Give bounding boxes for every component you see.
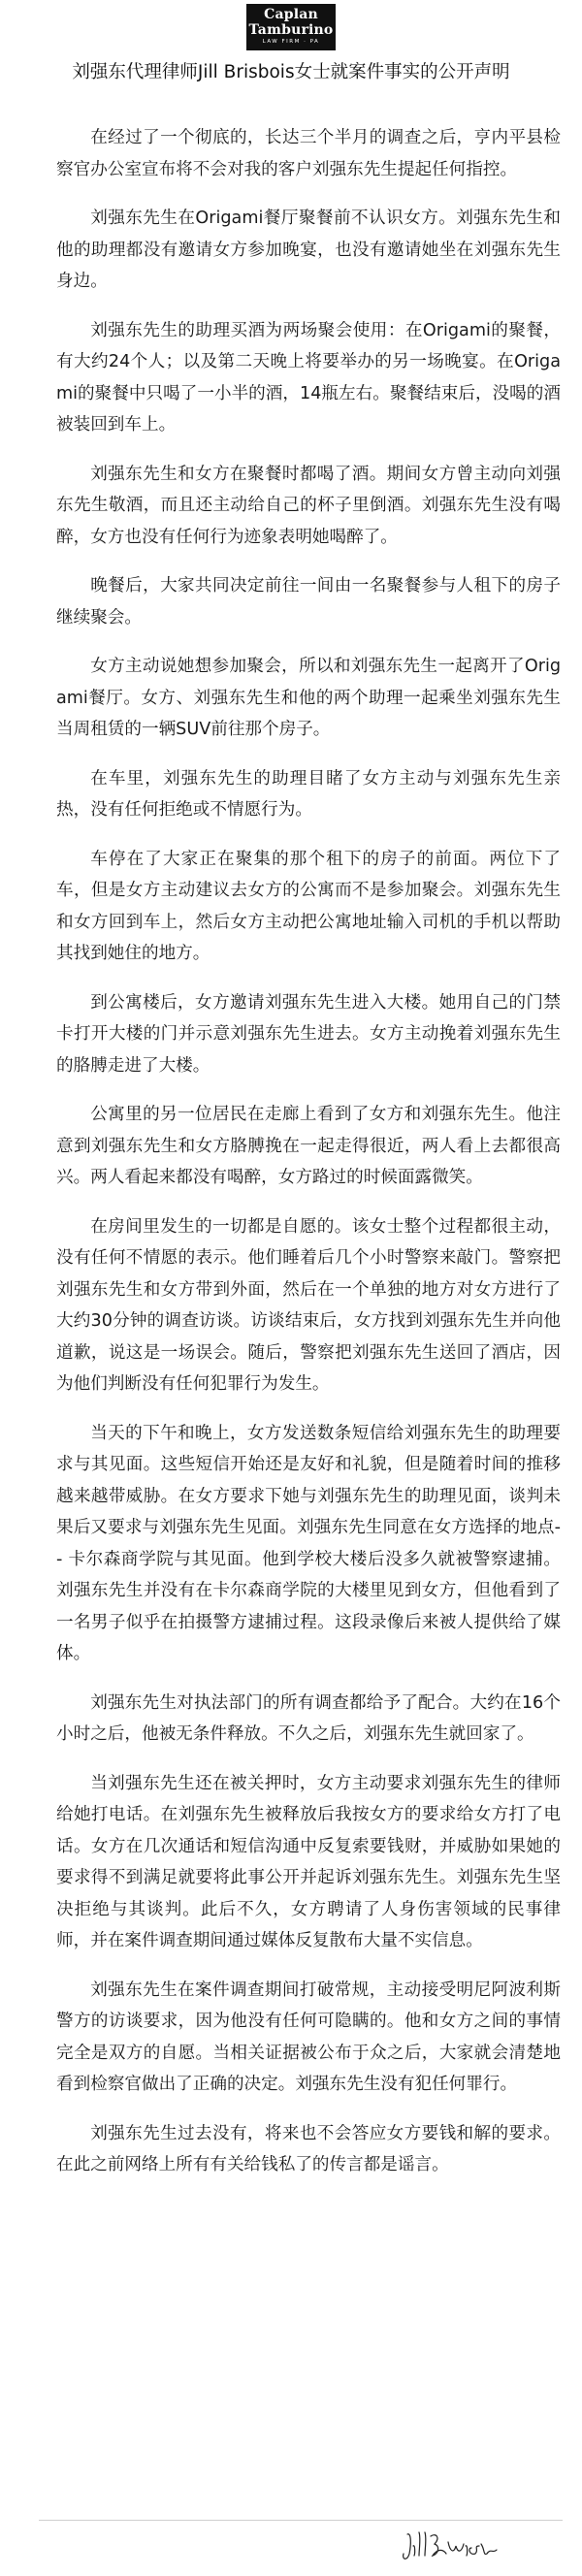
paragraph: 车停在了大家正在聚集的那个租下的房子的前面。两位下了车，但是女方主动建议去女方的公寓而不是参加聚会。刘强东先生和女方回到车上，然后女方主动把公寓地址输入司机的手机以帮助其找到她住的地方。 <box>56 849 561 963</box>
paragraph: 晚餐后，大家共同决定前往一间由一名聚餐参与人租下的房子继续聚会。 <box>56 576 561 628</box>
paragraph: 在房间里发生的一切都是自愿的。该女士整个过程都很主动，没有任何不情愿的表示。他们睡着后几个小时警察来敲门。警察把刘强东先生和女方带到外面，然后在一个单独的地方对女方进行了大约30分钟的调查访谈。访谈结束后，女方找到刘强东先生并向他道歉，说这是一场误会。随后，警察把刘强东先生送回了酒店，因为他们判断没有任何犯罪行为发生。 <box>56 1216 561 1394</box>
paragraph: 到公寓楼后，女方邀请刘强东先生进入大楼。她用自己的门禁卡打开大楼的门并示意刘强东先生进去。女方主动挽着刘强东先生的胳膊走进了大楼。 <box>56 992 561 1076</box>
paragraph: 刘强东先生对执法部门的所有调查都给予了配合。大约在16个小时之后，他被无条件释放。不久之后，刘强东先生就回家了。 <box>56 1692 561 1744</box>
paragraph: 刘强东先生过去没有，将来也不会答应女方要钱和解的要求。在此之前网络上所有有关给钱私了的传言都是谣言。 <box>56 2123 561 2174</box>
statement-body <box>56 122 561 2199</box>
logo-subtitle: LAW FIRM · PA <box>262 39 320 45</box>
paragraph: 在经过了一个彻底的，长达三个半月的调查之后，亨内平县检察官办公室宣布将不会对我的客户刘强东先生提起任何指控。 <box>56 128 561 179</box>
paragraph: 刘强东先生的助理买酒为两场聚会使用：在Origami的聚餐，有大约24个人；以及第二天晚上将要举办的另一场晚宴。在Origami的聚餐中只喝了一小半的酒，14瓶左右。聚餐结束后，没喝的酒被装回到车上。 <box>56 320 561 435</box>
paragraph: 当天的下午和晚上，女方发送数条短信给刘强东先生的助理要求与其见面。这些短信开始还是友好和礼貌，但是随着时间的推移越来越带威胁。在女方要求下她与刘强东先生的助理见面，谈判未果后又要求与刘强东先生见面。刘强东先生同意在女方选择的地点-- 卡尔森商学院与其见面。他到学校大楼后没多久就被警察逮捕。刘强东先生并没有在卡尔森商学院的大楼里见到女方，但他看到了一名男子似乎在拍摄警方逮捕过程。这段录像后来被人提供给了媒体。 <box>56 1423 561 1663</box>
paragraph: 刘强东先生和女方在聚餐时都喝了酒。期间女方曾主动向刘强东先生敬酒，而且还主动给自己的杯子里倒酒。刘强东先生没有喝醉，女方也没有任何行为迹象表明她喝醉了。 <box>56 464 561 547</box>
paragraph: 刘强东先生在案件调查期间打破常规，主动接受明尼阿波利斯警方的访谈要求，因为他没有任何可隐瞒的。他和女方之间的事情完全是双方的自愿。当相关证据被公布于众之后，大家就会清楚地看到检察官做出了正确的决定。刘强东先生没有犯任何罪行。 <box>56 1980 561 2094</box>
divider <box>39 2520 563 2521</box>
logo-line-2: Tamburino <box>248 22 334 38</box>
paragraph: 在车里，刘强东先生的助理目睹了女方主动与刘强东先生亲热，没有任何拒绝或不情愿行为。 <box>56 768 561 820</box>
paragraph: 当刘强东先生还在被关押时，女方主动要求刘强东先生的律师给她打电话。在刘强东先生被释放后我按女方的要求给女方打了电话。女方在几次通话和短信沟通中反复索要钱财，并威胁如果她的要求得不到满足就要将此事公开并起诉刘强东先生。刘强东先生坚决拒绝与其谈判。此后不久，女方聘请了人身伤害领域的民事律师，并在案件调查期间通过媒体反复散布大量不实信息。 <box>56 1773 561 1950</box>
law-firm-logo <box>246 4 336 50</box>
statement-title: 刘强东代理律师Jill Brisbois女士就案件事实的公开声明 <box>72 62 510 82</box>
logo-line-1: Caplan <box>264 7 318 22</box>
paragraph: 公寓里的另一位居民在走廊上看到了女方和刘强东先生。他注意到刘强东先生和女方胳膊挽在一起走得很近，两人看上去都很高兴。两人看起来都没有喝醉，女方路过的时候面露微笑。 <box>56 1105 561 1187</box>
handwritten-signature <box>398 2525 514 2567</box>
paragraph: 刘强东先生在Origami餐厅聚餐前不认识女方。刘强东先生和他的助理都没有邀请女方参加晚宴，也没有邀请她坐在刘强东先生身边。 <box>56 209 561 291</box>
paragraph: 女方主动说她想参加聚会，所以和刘强东先生一起离开了Origami餐厅。女方、刘强东先生和他的两个助理一起乘坐刘强东先生当周租赁的一辆SUV前往那个房子。 <box>56 657 561 739</box>
